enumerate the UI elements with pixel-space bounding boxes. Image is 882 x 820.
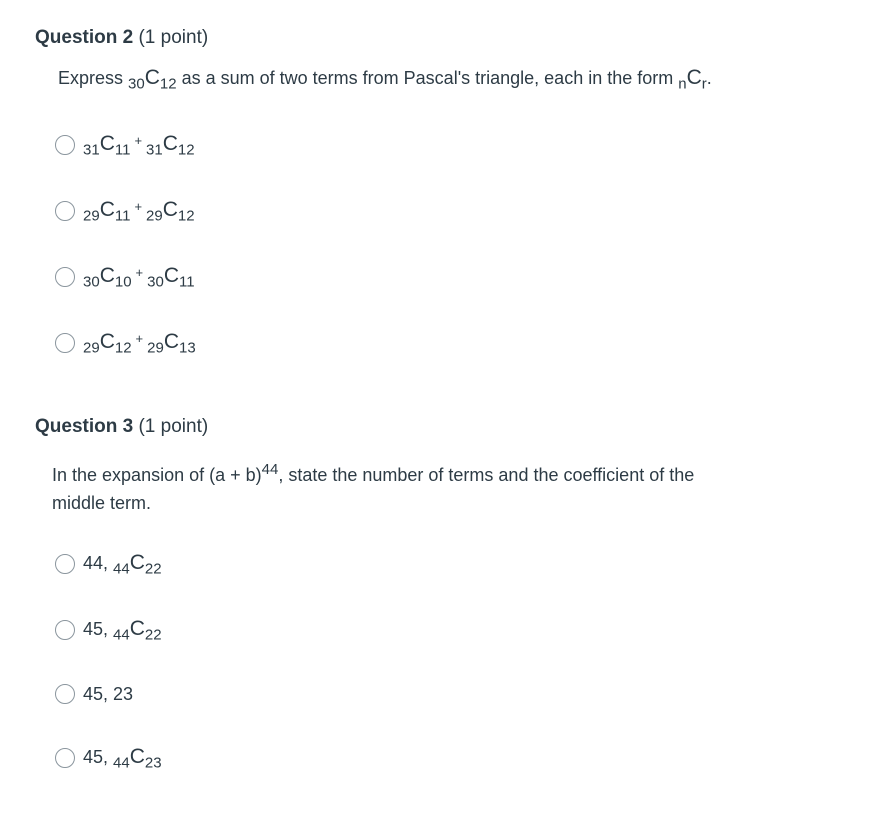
q3-o2-r: 22 [144, 626, 162, 644]
q2-o4-b-n: 29 [147, 339, 164, 357]
question-3-text [52, 456, 772, 517]
q2-option-2[interactable] [55, 196, 195, 226]
q3-option-2[interactable] [55, 615, 162, 645]
q2-form-c: C [686, 66, 702, 89]
q3-o4-c: C [129, 744, 145, 768]
q2-text-mid: as a sum of two terms from Pascal's triangle, each in the form [181, 68, 674, 88]
q3-option-3-label: 45, 23 [83, 683, 134, 704]
q3-option-4-label [83, 745, 162, 772]
q2-o3-plus: + [135, 264, 144, 280]
q2-o4-plus: + [135, 330, 144, 346]
q3-option-2-label [83, 617, 162, 644]
radio-button[interactable] [55, 135, 75, 155]
q3-o2-c: C [129, 616, 145, 640]
q3-text-before: In the expansion of (a + b) [52, 465, 262, 485]
q2-o4-b-c: C [163, 329, 179, 353]
q3-o4-r: 23 [144, 754, 162, 772]
q2-option-3-label [83, 264, 195, 291]
q2-o1-plus: + [134, 132, 143, 148]
q2-o1-a-n: 31 [83, 141, 100, 159]
q2-o4-b-r: 13 [179, 339, 196, 357]
q3-o2-n: 44 [113, 626, 130, 644]
radio-button[interactable] [55, 620, 75, 640]
q2-o2-b-c: C [162, 197, 178, 221]
radio-button[interactable] [55, 333, 75, 353]
q3-o1-r: 22 [144, 560, 162, 578]
q3-text-line-1 [52, 456, 772, 489]
question-2-points: (1 point) [138, 27, 209, 48]
q2-text-before: Express [58, 68, 124, 88]
q3-o1-lead: 44, [83, 552, 109, 573]
q2-o2-b-r: 12 [177, 207, 195, 225]
question-2-header [35, 27, 208, 49]
q2-o1-b-n: 31 [146, 141, 163, 159]
q3-option-1[interactable] [55, 549, 162, 579]
q2-option-4-label [83, 330, 196, 357]
q2-option-2-label [83, 198, 195, 225]
q2-o2-a-c: C [99, 197, 115, 221]
q3-option-1-label [83, 551, 162, 578]
q2-o2-a-n: 29 [83, 207, 100, 225]
q2-o3-a-n: 30 [83, 273, 100, 291]
q2-text-end: . [706, 68, 712, 88]
q2-o2-b-n: 29 [146, 207, 163, 225]
radio-button[interactable] [55, 554, 75, 574]
q3-o1-c: C [129, 550, 145, 574]
q2-o3-a-c: C [99, 263, 115, 287]
q2-o3-b-c: C [163, 263, 179, 287]
question-3-header [35, 416, 208, 438]
q3-option-4[interactable] [55, 743, 162, 773]
q2-option-3[interactable] [55, 262, 195, 292]
question-3-title: Question 3 [35, 416, 134, 437]
q3-text-exponent: 44 [261, 461, 279, 478]
q3-o2-lead: 45, [83, 618, 109, 639]
q2-o3-a-r: 10 [114, 273, 132, 291]
q2-o3-b-r: 11 [179, 273, 195, 291]
radio-button[interactable] [55, 684, 75, 704]
q2-o4-a-r: 12 [114, 339, 132, 357]
q2-text-c: C [144, 66, 160, 89]
q3-option-3[interactable] [55, 679, 133, 709]
q3-o4-lead: 45, [83, 746, 109, 767]
q2-o3-b-n: 30 [147, 273, 164, 291]
q3-text-line-2: middle term. [52, 493, 152, 513]
q3-text-after: , state the number of terms and the coefficient of the [278, 465, 695, 485]
q2-form-n: n [678, 75, 687, 93]
question-2-text [58, 64, 712, 99]
q2-o2-a-r: 11 [114, 207, 131, 225]
radio-button[interactable] [55, 267, 75, 287]
q2-option-4[interactable] [55, 328, 196, 358]
question-3-points: (1 point) [138, 416, 209, 437]
q2-option-1-label [83, 132, 195, 159]
q2-o1-b-c: C [162, 131, 178, 155]
radio-button[interactable] [55, 748, 75, 768]
q2-form-r: r [701, 75, 707, 93]
q2-o1-a-c: C [99, 131, 115, 155]
q2-option-1[interactable] [55, 130, 195, 160]
radio-button[interactable] [55, 201, 75, 221]
q3-o4-n: 44 [113, 754, 130, 772]
q2-o1-b-r: 12 [177, 141, 195, 159]
q2-o1-a-r: 11 [114, 141, 131, 159]
q2-text-r: 12 [159, 75, 177, 93]
q2-text-n: 30 [128, 75, 145, 93]
q2-o2-plus: + [134, 198, 143, 214]
q2-o4-a-n: 29 [83, 339, 100, 357]
question-2-title: Question 2 [35, 27, 134, 48]
q3-o1-n: 44 [113, 560, 130, 578]
q2-o4-a-c: C [99, 329, 115, 353]
